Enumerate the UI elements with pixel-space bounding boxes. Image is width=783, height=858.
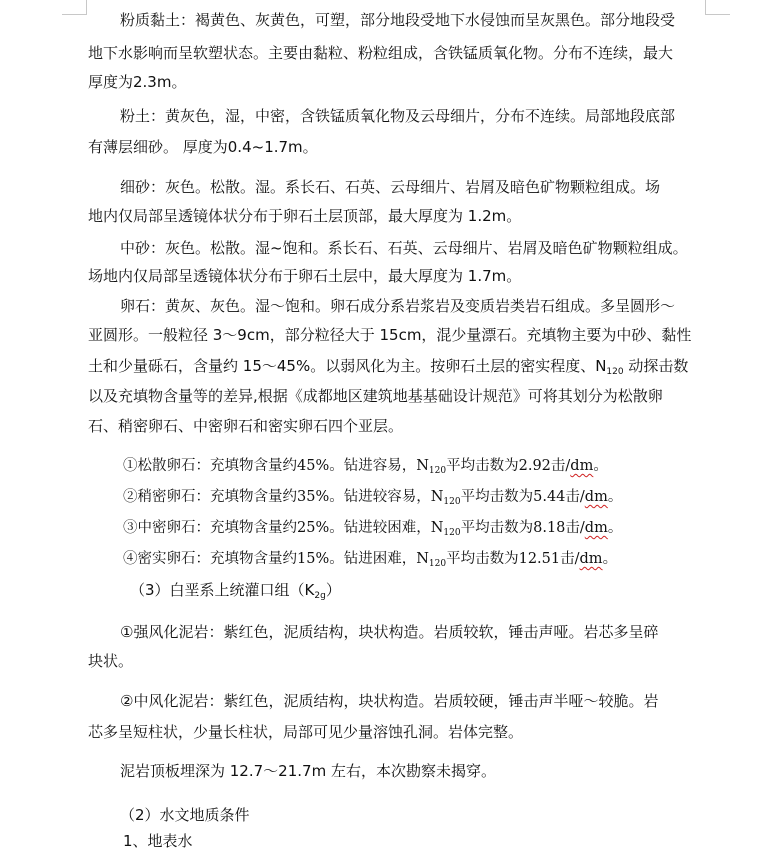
text-run: ③中密卵石：充填物含量约25%。钻进较困难，N	[123, 520, 444, 536]
text-run: 土和少量砾石，含量约 15～45%。以弱风化为主。按卵石土层的密实程度、N	[88, 357, 607, 375]
paragraph-moderately-weathered-mudstone-line: ②中风化泥岩：紫红色，泥质结构，块状构造。岩质较硬，锤击声半哑～较脆。岩	[120, 692, 659, 710]
text-run: 。	[607, 489, 623, 505]
paragraph-silty-clay-line: 地下水影响而呈软塑状态。主要由黏粒、粉粒组成，含铁锰质氧化物。分布不连续，最大	[88, 44, 674, 62]
sublayer-dense-pebble	[123, 550, 617, 568]
section-heading-hydrogeology: （2）水文地质条件	[120, 806, 250, 824]
paragraph-pebble-line	[88, 357, 688, 375]
spellcheck-underlined-unit: dm	[584, 489, 608, 505]
text-run: 平均击数为2.92击/	[446, 458, 571, 474]
margin-corner-mark	[705, 0, 730, 15]
subscript: 2g	[314, 591, 326, 601]
text-run: ②稍密卵石：充填物含量约35%。钻进较容易，N	[123, 489, 444, 505]
sublayer-slightly-dense-pebble	[123, 488, 622, 506]
subscript: 120	[443, 497, 461, 507]
text-run: 平均击数为8.18击/	[460, 520, 585, 536]
paragraph-medium-sand-line: 场地内仅局部呈透镜体状分布于卵石土层中，最大厚度为 1.7m。	[88, 267, 522, 285]
paragraph-silt-line: 粉土：黄灰色，湿，中密，含铁锰质氧化物及云母细片，分布不连续。局部地段底部	[120, 107, 676, 125]
text-run: 平均击数为5.44击/	[460, 489, 585, 505]
paragraph-medium-sand-line: 中砂：灰色。松散。湿~饱和。系长石、石英、云母细片、岩屑及暗色矿物颗粒组成。	[120, 239, 688, 257]
paragraph-pebble-line: 卵石：黄灰、灰色。湿～饱和。卵石成分系岩浆岩及变质岩类岩石组成。多呈圆形～	[120, 297, 676, 315]
margin-corner-mark	[62, 0, 87, 15]
paragraph-silt-line: 有薄层细砂。 厚度为0.4~1.7m。	[88, 138, 318, 156]
text-run: ①松散卵石：充填物含量约45%。钻进容易，N	[123, 458, 429, 474]
spellcheck-underlined-unit: dm	[570, 458, 594, 474]
paragraph-fine-sand-line: 地内仅局部呈透镜体状分布于卵石土层顶部，最大厚度为 1.2m。	[88, 207, 522, 225]
text-run: 。	[602, 551, 618, 567]
spellcheck-underlined-unit: dm	[579, 551, 603, 567]
sublayer-loose-pebble	[123, 457, 608, 475]
paragraph-strongly-weathered-mudstone-line: ①强风化泥岩：紫红色，泥质结构，块状构造。岩质较软，锤击声哑。岩芯多呈碎	[120, 623, 659, 641]
paragraph-fine-sand-line: 细砂：灰色。松散。湿。系长石、石英、云母细片、岩屑及暗色矿物颗粒组成。场	[120, 178, 661, 196]
text-run: ④密实卵石：充填物含量约15%。钻进困难，N	[123, 551, 429, 567]
section-heading-guankou-formation	[130, 581, 341, 599]
paragraph-silty-clay-line: 粉质黏土：褐黄色、灰黄色，可塑，部分地段受地下水侵蚀而呈灰黑色。部分地段受	[120, 11, 676, 29]
paragraph-pebble-line: 石、稍密卵石、中密卵石和密实卵石四个亚层。	[88, 417, 404, 435]
paragraph-pebble-line: 以及充填物含量等的差异,根据《成都地区建筑地基基础设计规范》可将其划分为松散卵	[88, 387, 663, 405]
paragraph-moderately-weathered-mudstone-line: 芯多呈短柱状，少量长柱状，局部可见少量溶蚀孔洞。岩体完整。	[88, 723, 524, 741]
paragraph-mudstone-roof-depth: 泥岩顶板埋深为 12.7～21.7m 左右，本次勘察未揭穿。	[120, 762, 496, 780]
spellcheck-underlined-unit: dm	[584, 520, 608, 536]
subscript: 120	[428, 559, 447, 569]
subheading-surface-water: 1、地表水	[123, 832, 193, 850]
text-run: 动探击数	[623, 357, 689, 375]
paragraph-pebble-line: 亚圆形。一般粒径 3～9cm，部分粒径大于 15cm，混少量漂石。充填物主要为中砂、黏性	[88, 326, 692, 344]
text-run: （3）白垩系上统灌口组（K	[130, 581, 315, 599]
text-run: ）	[325, 581, 341, 599]
text-run: 。	[607, 520, 623, 536]
text-run: 。	[593, 458, 608, 474]
subscript: 120	[443, 528, 461, 538]
paragraph-strongly-weathered-mudstone-line: 块状。	[88, 652, 134, 670]
subscript: 120	[606, 367, 624, 377]
text-run: 平均击数为12.51击/	[446, 551, 580, 567]
paragraph-silty-clay-line: 厚度为2.3m。	[88, 73, 187, 91]
sublayer-medium-dense-pebble	[123, 519, 622, 537]
subscript: 120	[428, 466, 447, 476]
